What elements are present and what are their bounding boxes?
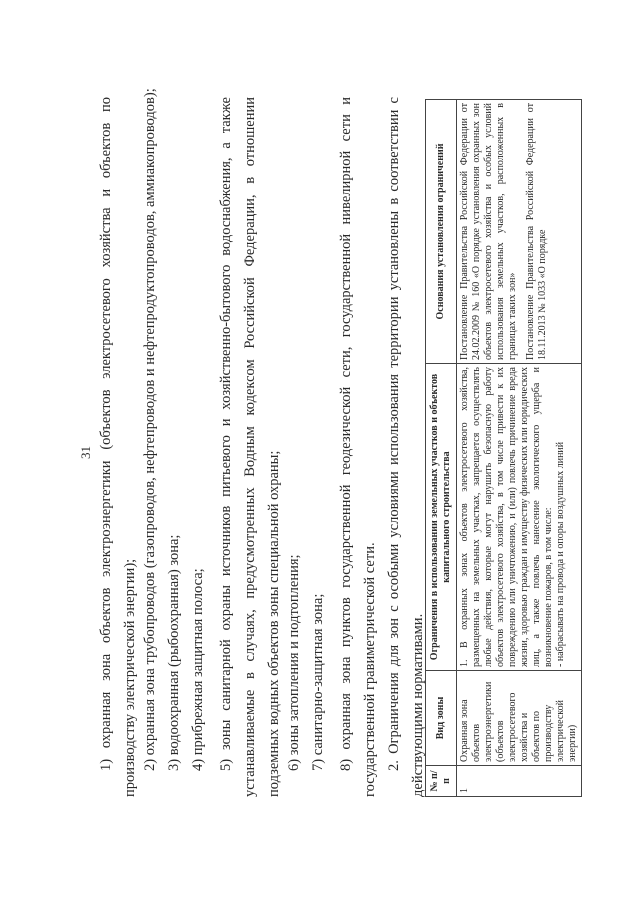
list-item-sanitary-protection-zone: 7) санитарно-защитная зона; bbox=[310, 593, 326, 771]
list-item-water-protection-zone: 3) водоохранная (рыбоохранная) зона; bbox=[166, 534, 182, 771]
basis-text-1: Постановление Правительства Российской Федерации от 24.02.2009 № 160 «О порядке установления охранных зон объектов электросетевого хозяйства и особых условий использования земельных участков, расположенных в границах таких зон» bbox=[459, 103, 518, 360]
restrictions-table bbox=[425, 99, 582, 797]
cell-basis bbox=[457, 100, 582, 364]
restrictions-item: - набрасывать на провода и опоры воздушных линий bbox=[555, 441, 566, 667]
header-zone-type: Вид зоны bbox=[426, 671, 457, 766]
list-item-pipeline-zone: 2) охранная зона трубопроводов (газопроводов, нефтепроводов и нефтепродуктопроводов, аммиакопроводов); bbox=[142, 88, 158, 771]
header-restrictions: Ограничения в использовании земельных участков и объектов капитального строительства bbox=[426, 364, 457, 671]
header-number: № п/п bbox=[426, 766, 457, 797]
list-item-power-grid-zone: 1) охранная зона объектов электроэнергетики (объектов электросетевого хозяйства и объектов по производству электрической энергии); bbox=[98, 97, 138, 797]
list-item-flood-zone: 6) зоны затопления и подтопления; bbox=[286, 554, 302, 771]
list-item-geodetic-zone: 8) охранная зона пунктов государственной геодезической сети, государственной нивелирной сети и государственной гравиметрической сети. bbox=[338, 97, 378, 797]
basis-text-2: Постановление Правительства Российской Федерации от 18.11.2013 № 1033 «О порядке bbox=[525, 103, 548, 360]
list-item-sanitary-zone: 5) зоны санитарной охраны источников питьевого и хозяйственно-бытового водоснабжения, а также устанавливаемые в случаях, предусмотренных Водным кодексом Российской Федерации, в отношении подземных водных объектов зоны специальной охраны; bbox=[218, 97, 282, 797]
restrictions-text: 1. В охранных зонах объектов электросетевого хозяйства, размещенных на земельных участках, запрещается осуществлять любые действия, которые могут нарушить безопасную работу объектов электросетевого хозяйства, в том числе привести к их повреждению или уничтожению, и (или) повлечь причинение вреда жизни, здоровью граждан и имуществу физических или юридических лиц, а также повлечь нанесение экологического ущерба и возникновение пожаров, в том числе: bbox=[459, 367, 554, 667]
cell-number: 1 bbox=[457, 766, 582, 797]
header-basis: Основания установления ограничений bbox=[426, 100, 457, 364]
cell-zone-type: Охранная зона объектов электроэнергетики (объектов электросетевого хозяйства и объектов по производству электрической энергии) bbox=[457, 671, 582, 766]
page-number: 31 bbox=[78, 446, 93, 459]
restrictions-paragraph: 2. Ограничения для зон с особыми условиями использования территории установлены в соответствии с действующими нормативами. bbox=[386, 97, 426, 797]
table-header-row bbox=[426, 100, 457, 797]
list-item-coastal-strip: 4) прибрежная защитная полоса; bbox=[190, 568, 206, 771]
cell-restrictions bbox=[457, 364, 582, 671]
table-row bbox=[457, 100, 582, 797]
